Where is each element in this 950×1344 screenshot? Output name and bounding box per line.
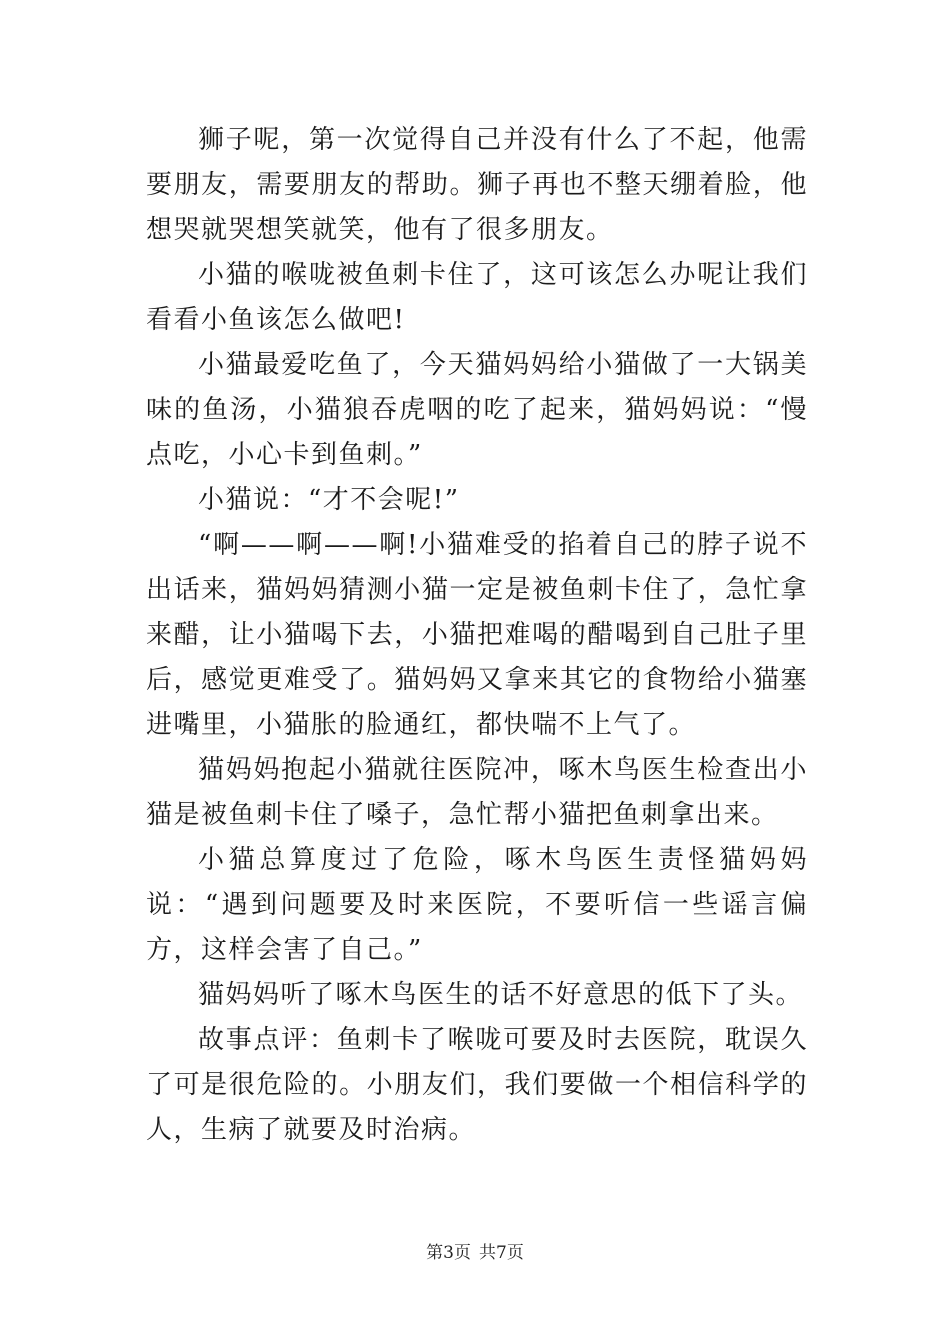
paragraph: 小猫的喉咙被鱼刺卡住了，这可该怎么办呢让我们看看小鱼该怎么做吧! [146, 260, 808, 335]
paragraph: 小猫总算度过了危险，啄木鸟医生责怪猫妈妈说：“遇到问题要及时来医院，不要听信一些谣言偏方，这样会害了自己。” [146, 845, 808, 965]
paragraph: 小猫最爱吃鱼了，今天猫妈妈给小猫做了一大锅美味的鱼汤，小猫狼吞虎咽的吃了起来，猫妈妈说：“慢点吃，小心卡到鱼刺。” [146, 350, 808, 470]
paragraph: 小猫说：“才不会呢!” [198, 485, 460, 515]
page-total: 共7页 [479, 1243, 524, 1263]
page-number: 第3页 [426, 1243, 471, 1263]
document-body [146, 118, 808, 1153]
paragraph: 狮子呢，第一次觉得自己并没有什么了不起，他需要朋友，需要朋友的帮助。狮子再也不整天绷着脸，他想哭就哭想笑就笑，他有了很多朋友。 [146, 125, 808, 245]
paragraph: 猫妈妈抱起小猫就往医院冲，啄木鸟医生检查出小猫是被鱼刺卡住了嗓子，急忙帮小猫把鱼刺拿出来。 [146, 755, 808, 830]
paragraph: 猫妈妈听了啄木鸟医生的话不好意思的低下了头。 [198, 980, 804, 1010]
paragraph: “啊——啊——啊!小猫难受的掐着自己的脖子说不出话来，猫妈妈猜测小猫一定是被鱼刺卡住了，急忙拿来醋，让小猫喝下去，小猫把难喝的醋喝到自己肚子里后，感觉更难受了。猫妈妈又拿来其它的食物给小猫塞进嘴里，小猫胀的脸通红，都快喘不上气了。 [146, 530, 808, 740]
page-footer [0, 1242, 950, 1264]
paragraph: 故事点评：鱼刺卡了喉咙可要及时去医院，耽误久了可是很危险的。小朋友们，我们要做一个相信科学的人，生病了就要及时治病。 [146, 1025, 808, 1145]
